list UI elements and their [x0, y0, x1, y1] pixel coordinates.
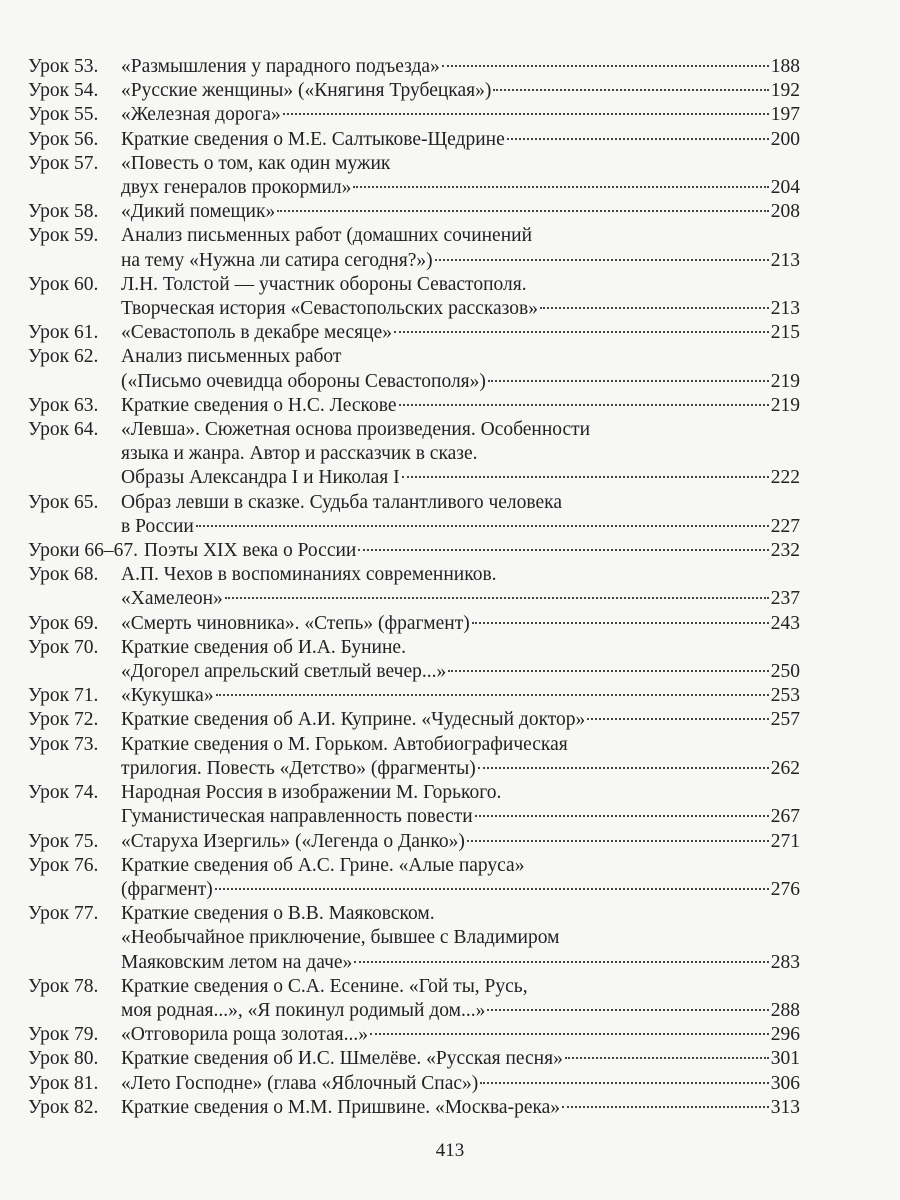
toc-entry — [28, 733, 800, 781]
title-line: Творческая история «Севастопольских рассказов» — [121, 298, 538, 320]
entry-page-number: 296 — [770, 1024, 800, 1046]
dot-leader — [399, 404, 769, 406]
toc-entry — [28, 975, 800, 1023]
title-line: «Железная дорога» — [121, 104, 281, 126]
dot-leader — [488, 380, 769, 382]
dot-leader — [215, 888, 769, 890]
lesson-title — [121, 55, 800, 79]
lesson-label: Урок 77. — [28, 903, 99, 925]
lesson-label: Урок 55. — [28, 104, 99, 126]
entry-page-number: 306 — [770, 1072, 800, 1094]
lesson-label: Урок 60. — [28, 273, 99, 295]
lesson-label: Урок 80. — [28, 1048, 99, 1070]
lesson-label: Урок 76. — [28, 854, 99, 876]
title-line: Образы Александра I и Николая I — [121, 467, 400, 489]
title-last-line — [121, 321, 800, 345]
dot-leader — [487, 1009, 768, 1011]
title-line: моя родная...», «Я покинул родимый дом...» — [121, 999, 486, 1021]
lesson-title — [121, 224, 800, 272]
toc-entry — [28, 200, 800, 224]
title-last-line — [121, 394, 800, 418]
lesson-title — [121, 418, 800, 491]
entry-page-number: 204 — [770, 177, 800, 199]
dot-leader — [442, 65, 769, 67]
toc-entry — [28, 1047, 800, 1071]
title-line: А.П. Чехов в воспоминаниях современников. — [121, 564, 497, 586]
toc-entry — [28, 902, 800, 975]
title-last-line — [121, 297, 800, 321]
title-line: двух генералов прокормил» — [121, 177, 352, 199]
title-line: «Догорел апрельский светлый вечер...» — [121, 661, 447, 683]
toc-entry — [28, 708, 800, 732]
title-last-line — [121, 1047, 800, 1071]
title-line: Краткие сведения о М.Е. Салтыкове-Щедрине — [121, 128, 505, 150]
dot-leader — [394, 331, 769, 333]
entry-page-number: 197 — [770, 104, 800, 126]
lesson-title — [121, 273, 800, 321]
lesson-title — [121, 200, 800, 224]
entry-page-number: 243 — [770, 612, 800, 634]
title-line: Образ левши в сказке. Судьба талантливого человека — [121, 491, 562, 513]
toc-entry — [28, 854, 800, 902]
title-last-line — [121, 660, 800, 684]
title-line: «Русские женщины» («Княгиня Трубецкая») — [121, 80, 492, 102]
dot-leader — [225, 597, 769, 599]
lesson-label: Урок 74. — [28, 782, 99, 804]
dot-leader — [478, 767, 769, 769]
title-line: «Размышления у парадного подъезда» — [121, 56, 440, 77]
entry-page-number: 301 — [770, 1048, 800, 1070]
toc-entry — [28, 563, 800, 611]
title-line: «Кукушка» — [121, 685, 214, 707]
lesson-label: Урок 63. — [28, 394, 99, 416]
title-line: Краткие сведения о М.М. Пришвине. «Москва-река» — [121, 1096, 561, 1118]
page-number: 413 — [435, 1140, 465, 1161]
lesson-title — [121, 733, 800, 781]
title-last-line — [121, 612, 800, 636]
title-line: «Отговорила роща золотая...» — [121, 1024, 368, 1046]
lesson-label: Урок 82. — [28, 1096, 99, 1118]
toc-entry — [28, 321, 800, 345]
table-of-contents — [28, 55, 800, 1120]
lesson-label: Урок 73. — [28, 733, 99, 755]
entry-page-number: 267 — [770, 806, 800, 828]
entry-page-number: 213 — [770, 298, 800, 320]
title-last-line — [121, 1096, 800, 1120]
lesson-title — [121, 975, 800, 1023]
dot-leader — [493, 89, 768, 91]
title-last-line — [121, 805, 800, 829]
dot-leader — [402, 476, 769, 478]
entry-page-number: 188 — [770, 56, 800, 77]
lesson-label: Урок 71. — [28, 685, 99, 707]
lesson-label: Урок 65. — [28, 491, 99, 513]
entry-page-number: 213 — [770, 249, 800, 271]
entry-page-number: 219 — [770, 370, 800, 392]
title-line: Краткие сведения об А.И. Куприне. «Чудесный доктор» — [121, 709, 586, 731]
toc-entry — [28, 394, 800, 418]
title-last-line — [121, 757, 800, 781]
title-last-line — [121, 176, 800, 200]
title-line: (фрагмент) — [121, 878, 213, 900]
toc-entry — [28, 781, 800, 829]
entry-page-number: 219 — [770, 394, 800, 416]
title-line: «Лето Господне» (глава «Яблочный Спас») — [121, 1072, 479, 1094]
toc-entry — [28, 152, 800, 200]
entry-page-number: 283 — [770, 951, 800, 973]
title-line: Гуманистическая направленность повести — [121, 806, 473, 828]
dot-leader — [216, 694, 769, 696]
entry-page-number: 250 — [770, 661, 800, 683]
title-line: Краткие сведения о В.В. Маяковском. — [121, 903, 435, 925]
title-last-line — [121, 587, 800, 611]
dot-leader — [507, 138, 769, 140]
title-line: языка и жанра. Автор и рассказчик в сказе. — [121, 443, 478, 465]
lesson-label: Урок 69. — [28, 612, 99, 634]
entry-page-number: 271 — [770, 830, 800, 852]
dot-leader — [587, 718, 768, 720]
dot-leader — [435, 259, 769, 261]
toc-entry — [28, 103, 800, 127]
toc-entry — [28, 539, 800, 563]
toc-entry — [28, 273, 800, 321]
lesson-title — [121, 152, 800, 200]
lesson-title — [144, 539, 800, 563]
entry-page-number: 276 — [770, 878, 800, 900]
title-last-line — [121, 1072, 800, 1096]
toc-entry — [28, 128, 800, 152]
lesson-title — [121, 854, 800, 902]
title-last-line — [121, 999, 800, 1023]
lesson-title — [121, 708, 800, 732]
lesson-title — [121, 103, 800, 127]
toc-entry — [28, 345, 800, 393]
lesson-title — [121, 902, 800, 975]
title-last-line — [121, 684, 800, 708]
lesson-title — [121, 321, 800, 345]
title-last-line — [121, 200, 800, 224]
toc-entry — [28, 1023, 800, 1047]
lesson-label: Урок 61. — [28, 322, 99, 344]
title-line: Поэты XIX века о России — [144, 540, 357, 562]
dot-leader — [283, 113, 769, 115]
title-last-line — [121, 878, 800, 902]
entry-page-number: 237 — [770, 588, 800, 610]
title-line: Краткие сведения о М. Горьком. Автобиографическая — [121, 733, 568, 755]
title-line: Народная Россия в изображении М. Горького. — [121, 782, 502, 804]
lesson-title — [121, 830, 800, 854]
entry-page-number: 215 — [770, 322, 800, 344]
dot-leader — [562, 1106, 769, 1108]
entry-page-number: 200 — [770, 128, 800, 150]
title-last-line — [121, 79, 800, 103]
entry-page-number: 262 — [770, 757, 800, 779]
lesson-label: Урок 78. — [28, 975, 99, 997]
lesson-label: Урок 70. — [28, 636, 99, 658]
dot-leader — [354, 961, 768, 963]
title-line: «Старуха Изергиль» («Легенда о Данко») — [121, 830, 465, 852]
toc-entry — [28, 684, 800, 708]
lesson-title — [121, 684, 800, 708]
dot-leader — [196, 525, 769, 527]
entry-page-number: 208 — [770, 201, 800, 223]
dot-leader — [277, 210, 769, 212]
toc-entry — [28, 418, 800, 491]
lesson-label: Урок 62. — [28, 346, 99, 368]
title-line: Краткие сведения об И.С. Шмелёве. «Русская песня» — [121, 1048, 563, 1070]
dot-leader — [353, 186, 768, 188]
title-line: «Дикий помещик» — [121, 201, 276, 223]
lesson-label: Урок 64. — [28, 419, 99, 441]
lesson-title — [121, 491, 800, 539]
title-line: в России — [121, 515, 194, 537]
dot-leader — [358, 549, 768, 551]
lesson-label: Урок 79. — [28, 1024, 99, 1046]
title-last-line — [121, 370, 800, 394]
title-line: на тему «Нужна ли сатира сегодня?») — [121, 249, 433, 271]
entry-page-number: 192 — [770, 80, 800, 102]
dot-leader — [565, 1057, 769, 1059]
lesson-label: Урок 59. — [28, 225, 99, 247]
title-last-line — [121, 1023, 800, 1047]
title-line: Анализ письменных работ (домашних сочинений — [121, 225, 533, 247]
entry-page-number: 313 — [770, 1096, 800, 1118]
entry-page-number: 288 — [770, 999, 800, 1021]
title-last-line — [144, 539, 800, 563]
title-line: Л.Н. Толстой — участник обороны Севастополя. — [121, 273, 527, 295]
title-last-line — [121, 830, 800, 854]
entry-page-number: 227 — [770, 515, 800, 537]
entry-page-number: 222 — [770, 467, 800, 489]
toc-entry — [28, 491, 800, 539]
dot-leader — [370, 1033, 769, 1035]
lesson-title — [121, 128, 800, 152]
lesson-label: Урок 81. — [28, 1072, 99, 1094]
title-line: «Смерть чиновника». «Степь» (фрагмент) — [121, 612, 470, 634]
title-line: «Повесть о том, как один мужик — [121, 152, 391, 174]
lesson-label: Урок 72. — [28, 709, 99, 731]
entry-page-number: 232 — [770, 540, 800, 562]
lesson-title — [121, 1072, 800, 1096]
lesson-title — [121, 79, 800, 103]
dot-leader — [540, 307, 769, 309]
dot-leader — [475, 815, 769, 817]
title-last-line — [121, 951, 800, 975]
toc-entry — [28, 79, 800, 103]
title-line: Маяковским летом на даче» — [121, 951, 353, 973]
title-line: трилогия. Повесть «Детство» (фрагменты) — [121, 757, 476, 779]
title-line: Краткие сведения об И.А. Бунине. — [121, 636, 406, 658]
title-last-line — [121, 249, 800, 273]
title-last-line — [121, 515, 800, 539]
title-last-line — [121, 466, 800, 490]
toc-entry — [28, 830, 800, 854]
dot-leader — [472, 622, 769, 624]
dot-leader — [480, 1082, 768, 1084]
title-line: «Необычайное приключение, бывшее с Владимиром — [121, 927, 560, 949]
toc-entry — [28, 612, 800, 636]
lesson-title — [121, 612, 800, 636]
lesson-title — [121, 1023, 800, 1047]
title-line: «Левша». Сюжетная основа произведения. Особенности — [121, 419, 591, 441]
lesson-label: Урок 56. — [28, 128, 99, 150]
lesson-title — [121, 1047, 800, 1071]
lesson-title — [121, 636, 800, 684]
lesson-label: Урок 75. — [28, 830, 99, 852]
lesson-title — [121, 394, 800, 418]
lesson-label: Урок 58. — [28, 201, 99, 223]
dot-leader — [467, 840, 769, 842]
lesson-title — [121, 781, 800, 829]
title-last-line — [121, 103, 800, 127]
toc-entry — [28, 636, 800, 684]
title-line: Краткие сведения о Н.С. Лескове — [121, 394, 397, 416]
title-line: «Севастополь в декабре месяце» — [121, 322, 392, 344]
title-line: («Письмо очевидца обороны Севастополя») — [121, 370, 486, 392]
lesson-label: Урок 68. — [28, 564, 99, 586]
title-line: «Хамелеон» — [121, 588, 223, 610]
lesson-title — [121, 1096, 800, 1120]
entry-page-number: 253 — [770, 685, 800, 707]
title-line: Краткие сведения об А.С. Грине. «Алые паруса» — [121, 854, 525, 876]
lesson-title — [121, 345, 800, 393]
entry-page-number: 257 — [770, 709, 800, 731]
title-last-line — [121, 128, 800, 152]
toc-entry — [28, 55, 800, 79]
toc-entry — [28, 1096, 800, 1120]
lesson-label: Урок 57. — [28, 152, 99, 174]
dot-leader — [448, 670, 769, 672]
lesson-label: Уроки 66–67. — [28, 540, 139, 562]
title-line: Анализ письменных работ — [121, 346, 342, 368]
lesson-label: Урок 54. — [28, 80, 99, 102]
lesson-label: Урок 53. — [28, 56, 99, 77]
title-line: Краткие сведения о С.А. Есенине. «Гой ты, Русь, — [121, 975, 528, 997]
lesson-title — [121, 563, 800, 611]
title-last-line — [121, 708, 800, 732]
toc-entry — [28, 224, 800, 272]
title-last-line — [121, 55, 800, 79]
toc-entry — [28, 1072, 800, 1096]
